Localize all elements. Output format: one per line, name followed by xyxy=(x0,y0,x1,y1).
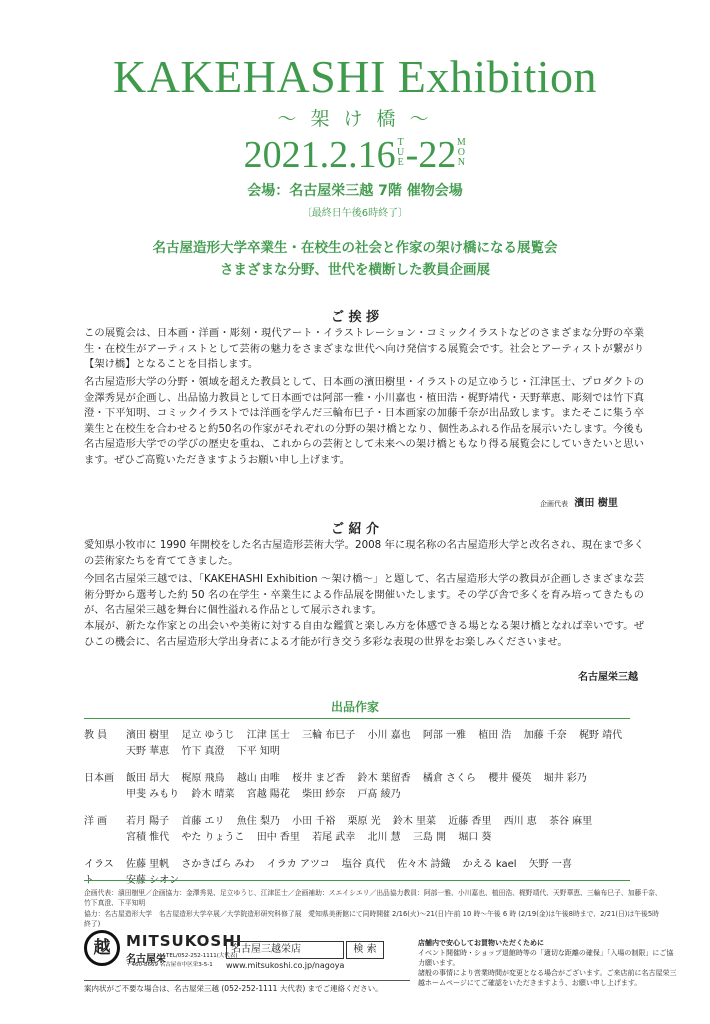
notice-hours: 諸般の事情により営業時間が変更となる場合がございます。ご来店前に名古屋栄三越ホームページにてご確認をいただきますよう、お願い申し上げます。 xyxy=(418,969,677,987)
artist-name: 栗原 光 xyxy=(347,816,381,827)
artist-name: 戸髙 綾乃 xyxy=(357,789,401,800)
artist-name: 宮越 陽花 xyxy=(246,789,290,800)
artist-name: 加藤 千奈 xyxy=(523,730,567,741)
artist-name: 小川 嘉也 xyxy=(367,730,411,741)
artist-name: 近藤 香里 xyxy=(448,816,492,827)
website-url[interactable]: www.mitsukoshi.co.jp/nagoya xyxy=(226,961,345,970)
artist-name: 三島 開 xyxy=(412,832,447,843)
intro-paragraph-1: 愛知県小牧市に 1990 年開校をした名古屋造形芸術大学。2008 年に現名称の名古屋造形大学と改名され、現在まで多くの芸術家たちを育ててきました。 xyxy=(84,539,644,567)
artist-name: 桜井 まど香 xyxy=(292,773,346,784)
signature-role: 企画代表 xyxy=(540,500,568,508)
artist-name: 西川 恵 xyxy=(503,816,537,827)
artist-name: 鈴木 里菜 xyxy=(392,816,437,827)
artist-name: イラカ アツコ xyxy=(266,859,330,870)
date-start: 2021.2.16 xyxy=(243,134,396,176)
greeting-paragraph-1: この展覧会は、日本画・洋画・彫刻・現代アート・イラストレーション・コミックイラストなどのさまざまな分野の卒業生・在校生がアーティストとして芸術の魅力をさまざまな世代へ向け発信する展覧会です。社会とアーティストが繋がり【架け橋】となることを目指します。 xyxy=(84,327,645,371)
signature-name: 濱田 樹里 xyxy=(574,498,618,509)
artist-name: 天野 華恵 xyxy=(126,746,170,757)
brand-tel: TEL/052-252-1111(大代表) xyxy=(166,953,238,959)
intro-paragraph-2: 今回名古屋栄三越では、「KAKEHASHI Exhibition 〜架け橋〜」と題して、名古屋造形大学の教員が企画しさまざまな芸術分野から選考した約 50 名の在学生・卒業生による作品展を開催いたします。その学び舎で多くを育み培ってきたものが、名古屋栄三越を舞台に個性溢れる作品として展示されます。 xyxy=(84,573,644,617)
footer-divider xyxy=(84,980,410,981)
artist-name: 下平 知明 xyxy=(236,746,280,757)
credits-line-1: 企画代表：濱田樹里／企画協力：金澤秀晃、足立ゆうじ、江津匡士／企画補助：スエイシエリ／出品協力教員：阿部一雅、小川嘉也、植田浩、梶野靖代、天野華恵、三輪布巳子、加藤千奈、竹下真澄、下平知明 xyxy=(84,889,662,907)
venue-note: 〔最終日午後6時終了〕 xyxy=(301,208,409,219)
lead-line-2: さまざまな分野、世代を横断した教員企画展 xyxy=(220,262,490,278)
artist-name: かえる kael xyxy=(462,859,517,870)
notice-title: 店舗内で安心してお買物いただくために xyxy=(418,939,544,947)
artist-name: 茶谷 麻里 xyxy=(549,816,593,827)
artist-name: 佐々木 詩織 xyxy=(397,859,451,870)
artist-name: 橘倉 さくら xyxy=(422,773,477,784)
artist-name: 宮積 惟代 xyxy=(126,832,170,843)
artist-name: 鈴木 葉留香 xyxy=(357,773,411,784)
search-button[interactable]: 検 索 xyxy=(346,941,384,959)
notice-body: イベント開催時・ショップ退館時等の「適切な距離の確保」「入場の制限」にご協力願います。 xyxy=(418,949,674,967)
artist-name: 植田 浩 xyxy=(478,730,512,741)
artist-name: 濱田 樹里 xyxy=(126,730,170,741)
artist-name: 魚住 梨乃 xyxy=(236,816,280,827)
intro-heading: ご 紹 介 xyxy=(330,522,380,537)
artist-name: 櫻井 優英 xyxy=(488,773,532,784)
venue: 会場：名古屋栄三越 7階 催物会場 xyxy=(247,183,463,199)
artist-name: 小田 千裕 xyxy=(292,816,336,827)
artists-top-divider xyxy=(84,718,630,719)
artist-name: 甲斐 みもり xyxy=(126,789,180,800)
date-end: -22 xyxy=(405,134,457,176)
artist-name: 堀口 葵 xyxy=(458,832,492,843)
artist-group-label: 教 員 xyxy=(84,730,108,741)
artist-name: 首藤 エリ xyxy=(181,816,225,827)
artist-name: 鈴木 晴菜 xyxy=(191,789,235,800)
artist-group-label: 洋 画 xyxy=(84,816,108,827)
lead-line-1: 名古屋造形大学卒業生・在校生の社会と作家の架け橋になる展覧会 xyxy=(152,240,558,256)
exhibition-title: KAKEHASHI Exhibition xyxy=(112,51,598,102)
exhibition-subtitle: 〜 架 け 橋 〜 xyxy=(277,108,433,130)
greeting-paragraph-2: 名古屋造形大学の分野・領域を超えた教員として、日本画の濱田樹里・イラストの足立ゆうじ・江津匡士、プロダクトの金澤秀晃が企画し、出品協力教員として日本画では阿部一雅・小川嘉也・植田浩・梶野靖代・天野華恵、彫刻では竹下真澄・下平知明、コミックイラストでは洋画を学んだ三輪布巳子・日本画家の加藤千奈が出品致します。またそこに集う卒業生と在校生を合わせると約50名の作家がそれぞれの分野の架け橋となり、個性あふれる作品を展示いたします。今後も名古屋造形大学での学びの歴史を重ね、これからの芸術として未来への架け橋ともなり得る展覧会にしていきたいと思います。ぜひご高覧いただきますようお願い申し上げます。 xyxy=(84,376,644,466)
artist-names xyxy=(126,771,646,803)
artist-name: 江津 匡士 xyxy=(246,730,290,741)
brand-name: MITSUKOSHI xyxy=(126,932,243,950)
artist-name: 若月 陽子 xyxy=(126,816,170,827)
artist-name: 堀井 彩乃 xyxy=(543,773,587,784)
search-input[interactable]: 名古屋三越栄店 xyxy=(226,941,344,959)
artist-name: 梶野 靖代 xyxy=(579,730,623,741)
artist-name: 梶原 飛鳥 xyxy=(181,773,225,784)
artist-name: 佐藤 里帆 xyxy=(126,859,170,870)
artist-name: 越山 由唯 xyxy=(236,773,280,784)
exhibition-dates xyxy=(0,136,710,174)
day-of-week-end: MON xyxy=(456,137,466,168)
artist-names xyxy=(126,728,646,760)
day-of-week-start: TUE xyxy=(397,137,405,168)
artist-name: 三輪 布巳子 xyxy=(302,730,356,741)
artist-name: 竹下 真澄 xyxy=(181,746,225,757)
artist-name: 矢野 一喜 xyxy=(528,859,572,870)
artist-name: 阿部 一雅 xyxy=(422,730,467,741)
artist-name: 塩谷 真代 xyxy=(341,859,386,870)
artists-heading: 出品作家 xyxy=(330,700,379,714)
greeting-heading: ご 挨 拶 xyxy=(330,310,380,325)
artist-name: 足立 ゆうじ xyxy=(181,730,235,741)
artist-name: 若尾 武幸 xyxy=(312,832,356,843)
greeting-signature xyxy=(540,494,618,509)
artist-name: 北川 慧 xyxy=(367,832,401,843)
artist-group-label: 日本画 xyxy=(84,773,114,784)
intro-paragraph-3: 本展が、新たな作家との出会いや美術に対する自由な鑑賞と楽しみ方を体感できる場となる架け橋となれば幸いです。ぜひこの機会に、名古屋造形大学出身者による才能が行き交う多彩な表現の世界をお楽しみくださいませ。 xyxy=(84,620,644,648)
intro-signature: 名古屋栄三越 xyxy=(578,672,638,683)
artist-name: 田中 香里 xyxy=(256,832,300,843)
credits-line-2: 協力：名古屋造形大学 名古屋造形大学卒展／大学院造形研究科修了展 愛知県美術館にて同時開催 2/16(火)〜21(日)午前 10 時〜午後 6 時 (2/19(金)は午後8時まで、2/21(日)は午後5時終了) xyxy=(84,910,659,928)
unsubscribe-note: 案内状がご不要な場合は、名古屋栄三越 (052-252-1111 大代表) までご連絡ください。 xyxy=(84,984,383,993)
artist-name: やた りょうこ xyxy=(181,832,245,843)
artist-name: さかきばら みわ xyxy=(181,859,255,870)
artist-name: 飯田 昂大 xyxy=(126,773,170,784)
artist-names xyxy=(126,857,646,889)
brand-store: 名古屋栄 xyxy=(126,954,166,965)
mitsukoshi-logo-icon: 越 xyxy=(84,930,120,966)
brand-address: 〒460-8669 名古屋市中区栄3-5-1 xyxy=(126,962,213,968)
artist-name: 柴田 紗奈 xyxy=(302,789,346,800)
artist-group-label: イラス xyxy=(84,859,114,870)
artist-names xyxy=(126,814,646,846)
artists-bottom-divider xyxy=(84,880,630,881)
